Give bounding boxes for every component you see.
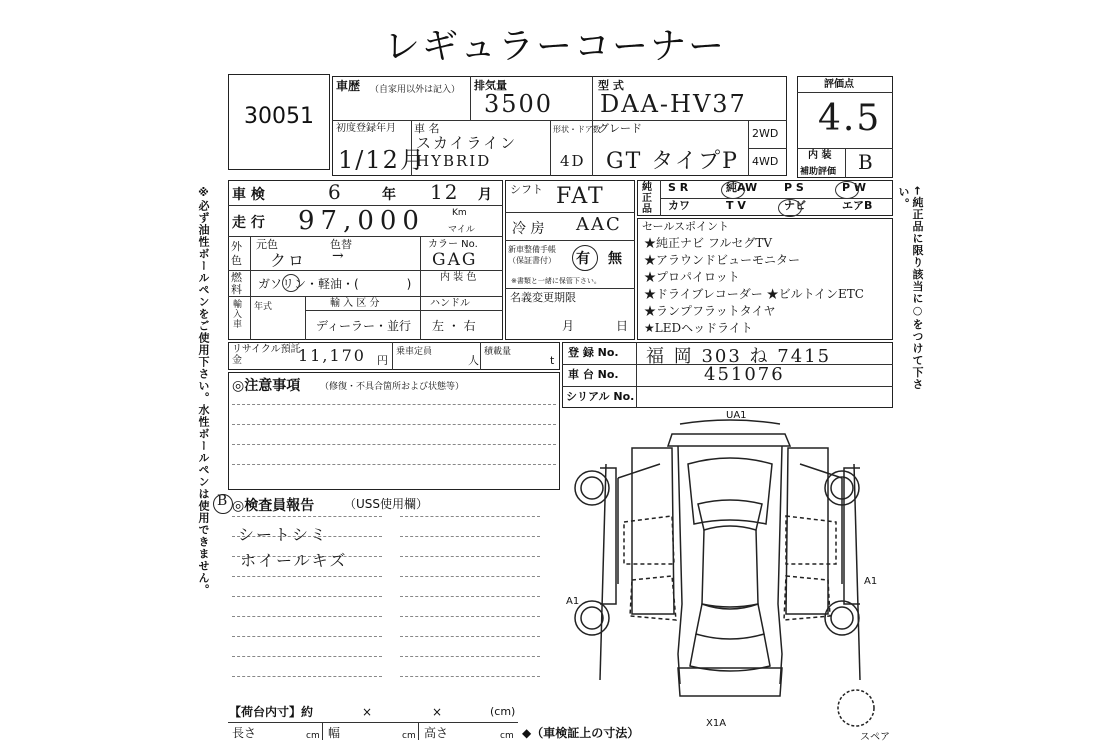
inspection-month-value: 12 <box>430 180 460 204</box>
inspector-mark: B <box>217 493 230 509</box>
grade-label: グレード <box>598 122 642 135</box>
sales-point-item: ★アラウンドビューモニター <box>644 253 801 267</box>
lr-label: 左 ・ 右 <box>432 319 476 333</box>
height-label: 高さ <box>424 726 449 740</box>
inspector-sub: （USS使用欄） <box>344 497 429 511</box>
width-cm: cm <box>402 731 416 741</box>
notes-sub: （修復・不具合箇所および状態等） <box>320 382 465 392</box>
km-label: Km <box>452 208 467 218</box>
orig-color-value: クロ <box>270 251 307 270</box>
reg-plate-value: 福 岡 303 ね 7415 <box>646 346 832 367</box>
orig-color-label: 元色 <box>256 238 278 251</box>
inspector-note-2: ホイールキズ <box>240 551 348 570</box>
t-label: t <box>550 354 555 367</box>
equipment-item: S R <box>668 181 689 194</box>
length-cm: cm <box>306 731 320 741</box>
page-title: レギュラーコーナー <box>383 26 726 67</box>
shift-label: シフト <box>510 183 543 196</box>
interior-score-value: B <box>858 150 875 174</box>
color-change-label: 色替 <box>330 238 352 251</box>
displacement-value: 3500 <box>484 90 554 118</box>
color-no-label: カラー No. <box>428 239 478 250</box>
inspection-year-value: 6 <box>328 180 343 204</box>
car-name-label: 車 名 <box>414 122 440 135</box>
mile-label: マイル <box>448 225 475 235</box>
length-label: 長さ <box>232 726 257 740</box>
equipment-circle <box>721 181 745 199</box>
displacement-label: 排気量 <box>474 79 507 92</box>
inspector-line <box>232 516 382 517</box>
equipment-circle <box>778 199 802 217</box>
inspection-size-label: ◆（車検証上の寸法） <box>522 726 640 740</box>
maintenance-no: 無 <box>608 251 622 267</box>
chassis-no-label: 車 台 No. <box>568 368 619 381</box>
inspector-line <box>232 676 382 677</box>
cargo-x2: × <box>432 705 443 719</box>
model-year-label: 年式 <box>254 302 273 312</box>
mileage-value: 97,000 <box>298 206 425 236</box>
first-reg-value: 1/12月 <box>338 146 426 174</box>
shift-value: FAT <box>556 184 605 209</box>
equipment-item: P W <box>842 181 867 194</box>
model-type-label: 型 式 <box>598 79 624 92</box>
yen-label: 円 <box>377 354 388 367</box>
equipment-item: P S <box>784 181 804 194</box>
2wd-label: 2WD <box>752 127 779 140</box>
handle-label: ハンドル <box>430 298 470 309</box>
diagram-mark-bottom: X1A <box>706 718 727 729</box>
first-reg-label: 初度登録年月 <box>336 123 396 134</box>
score-value: 4.5 <box>818 98 882 139</box>
score-label: 評価点 <box>824 79 854 90</box>
inspector-title: ◎検査員報告 <box>232 498 315 514</box>
maintenance-yes: 有 <box>576 251 590 267</box>
diagram-mark-left: A1 <box>566 596 580 607</box>
inspector-line <box>400 556 540 557</box>
inspector-line <box>400 576 540 577</box>
width-label: 幅 <box>328 726 341 740</box>
spare-label: スペア <box>860 732 890 743</box>
lot-number: 30051 <box>244 104 314 129</box>
inspector-line <box>400 536 540 537</box>
cargo-cm: (cm) <box>490 705 516 718</box>
name-change-label: 名義変更期限 <box>510 291 576 304</box>
sales-point-item: ★純正ナビ フルセグTV <box>644 236 773 250</box>
equipment-circle <box>835 181 859 199</box>
import-type-label: 輸 入 区 分 <box>330 298 380 309</box>
grade-value: GT タイプP <box>606 149 739 174</box>
inspector-line <box>232 596 382 597</box>
4wd-label: 4WD <box>752 155 779 168</box>
genuine-label: 純正品 <box>642 182 652 215</box>
serial-no-label: シリアル No. <box>566 390 635 403</box>
capacity-label: 乗車定員 <box>396 347 433 357</box>
mileage-label: 走 行 <box>232 215 265 231</box>
inspection-year-label: 年 <box>382 187 396 203</box>
name-change-month: 月 <box>562 319 575 333</box>
cargo-label: 【荷台内寸】約 <box>229 705 314 719</box>
inspector-line <box>400 656 540 657</box>
inspection-label: 車 検 <box>232 187 265 203</box>
diagram-mark-top: UA1 <box>726 410 747 421</box>
int-color-label: 内 装 色 <box>440 272 477 283</box>
reg-no-label: 登 録 No. <box>568 346 619 359</box>
equipment-item: エアB <box>842 199 873 212</box>
interior-sub-label: 補助評価 <box>800 167 837 177</box>
inspector-line <box>232 616 382 617</box>
inspector-line <box>232 576 382 577</box>
equipment-item: 純AW <box>726 181 758 194</box>
inspector-line <box>400 636 540 637</box>
sales-point-item: ★ドライブレコーダー ★ビルトインETC <box>644 287 864 301</box>
history-note: （自家用以外は記入） <box>370 85 461 95</box>
shape-doors-label: 形状・ドア数 <box>553 125 601 134</box>
ac-label: 冷 房 <box>512 221 545 237</box>
fuel-label: 燃料 <box>231 271 242 296</box>
right-side-note: ←純正品に限り該当に○をつけて下さい。 <box>897 186 924 391</box>
notes-title: ◎注意事項 <box>232 378 301 394</box>
equipment-item: カワ <box>668 199 690 212</box>
cargo-x1: × <box>362 705 373 719</box>
color-arrow: → <box>332 248 346 264</box>
sales-points-label: セールスポイント <box>642 220 730 233</box>
inspector-line <box>232 636 382 637</box>
inspection-month-label: 月 <box>478 187 492 203</box>
sales-point-item: ★LEDヘッドライト <box>644 321 753 335</box>
sales-point-item: ★プロパイロット <box>644 270 740 284</box>
ext-color-label: 外色 <box>231 240 242 267</box>
sales-point-item: ★ランプフラットタイヤ <box>644 304 776 318</box>
load-label: 積載量 <box>484 347 512 357</box>
name-change-day: 日 <box>616 319 629 333</box>
model-type-value: DAA-HV37 <box>600 90 747 118</box>
inspector-line <box>232 656 382 657</box>
import-car-label: 輸入車 <box>233 300 243 330</box>
height-cm: cm <box>500 731 514 741</box>
inspector-line <box>400 616 540 617</box>
ac-value: AAC <box>576 214 622 235</box>
inspector-line <box>400 676 540 677</box>
doors-value: 4D <box>560 152 586 170</box>
chassis-value: 451076 <box>704 364 785 385</box>
maintenance-label: 新車整備手帳（保証書付） <box>508 245 556 265</box>
recycle-value: 11,170 <box>298 346 366 365</box>
inspector-line <box>400 596 540 597</box>
maintenance-note: ※書類と一緒に保管下さい。 <box>511 277 601 285</box>
inspector-line <box>400 516 540 517</box>
equipment-item: T V <box>726 199 746 212</box>
diagram-mark-right: A1 <box>864 576 878 587</box>
equipment-item: ナビ <box>784 199 806 212</box>
gasoline-circle <box>282 274 300 292</box>
car-diagram <box>570 404 900 736</box>
fuel-options: ガソリン・軽油・( ) <box>258 277 412 291</box>
history-label: 車歴 <box>336 79 361 93</box>
person-label: 人 <box>468 354 479 367</box>
car-name-value: スカイライン HYBRID <box>416 134 518 170</box>
interior-label: 内 装 <box>808 150 832 161</box>
recycle-label: リサイクル預託金 <box>232 344 301 366</box>
dealer-label: ディーラー・並行 <box>316 319 412 333</box>
left-side-note: ※必ず油性ボールペンをご使用下さい。水性ボールペンは使用できません。 <box>197 186 210 596</box>
inspector-note-1: シートシミ <box>238 525 329 544</box>
color-no-value: GAG <box>432 250 478 270</box>
